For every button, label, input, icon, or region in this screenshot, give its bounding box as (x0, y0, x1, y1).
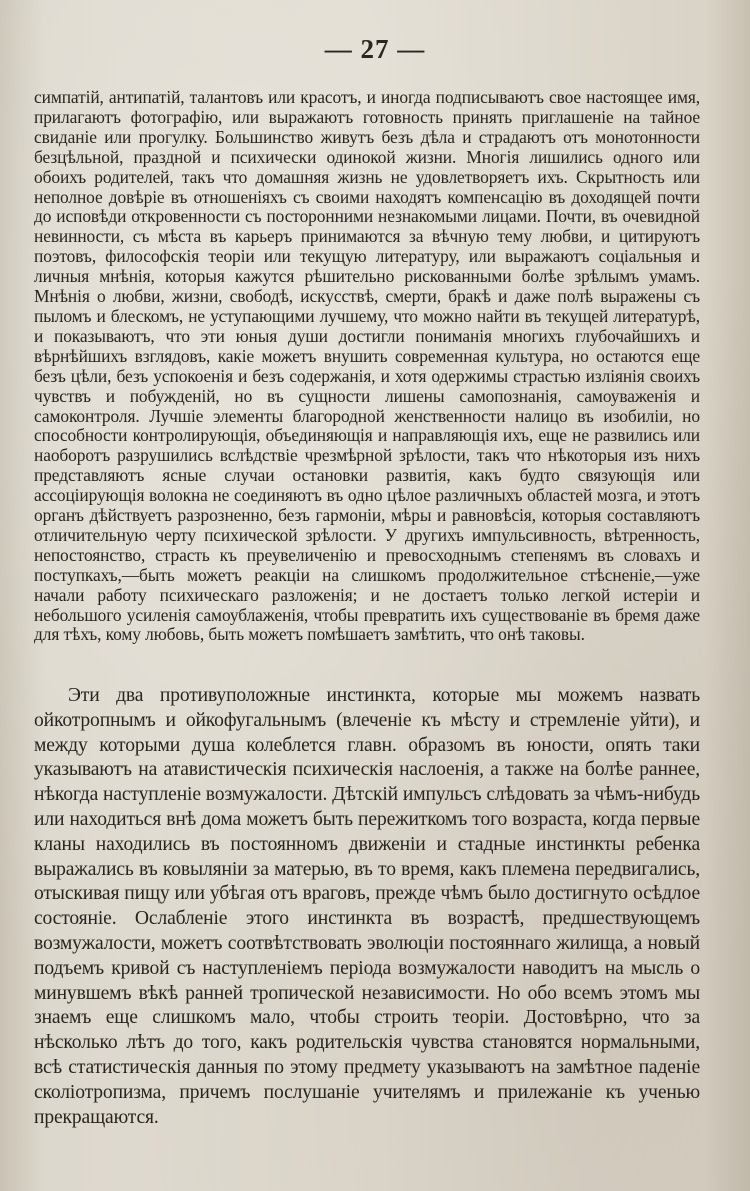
page-number: — 27 — (324, 34, 426, 64)
paragraph-2: Эти два противуположные инстинкта, которые мы можемъ назвать ойкотропнымъ и ойкофугальнымъ (влеченіе къ мѣсту и стремленіе уйти), и между которыми душа колеблется главн. образомъ въ юности, опять таки указываютъ на атавистическія психическія наслоенія, а также на болѣе раннее, нѣкогда наступленіе возмужалости. Дѣтскій импульсъ слѣдовать за чѣмъ-нибудь или находиться внѣ дома можетъ быть пережиткомъ того возраста, когда первые кланы находились въ постоянномъ движеніи и стадные инстинкты ребенка выражались въ ковыляніи за матерью, въ то время, какъ племена передвигались, отыскивая пищу или убѣгая отъ враговъ, прежде чѣмъ было достигнуто осѣдлое состояніе. Ослабленіе этого инстинкта въ возрастѣ, предшествующемъ возмужалости, можетъ соотвѣтствовать эволюціи постояннаго жилища, а новый подъемъ кривой съ наступленіемъ періода возмужалости наводитъ на мысль о минувшемъ вѣкѣ ранней тропической независимости. Но обо всемъ этомъ мы знаемъ еще слишкомъ мало, чтобы строить теоріи. Достовѣрно, что за нѣсколько лѣтъ до того, какъ родительскія чувства становятся нормальными, всѣ статистическія данныя по этому предмету указываютъ на замѣтное паденіе сколіотропизма, причемъ послушаніе учителямъ и прилежаніе къ ученью прекращаются. (34, 685, 700, 1128)
paragraph-1: симпатій, антипатій, талантовъ или красотъ, и иногда подписываютъ свое настоящее имя, прилагаютъ фотографію, или выражаютъ готовность принять приглашеніе на тайное свиданіе или прогулку. Большинство живутъ безъ дѣла и страдаютъ отъ монотонности безцѣльной, праздной и психически одинокой жизни. Многія лишились одного или обоихъ родителей, такъ что домашняя жизнь не удовлетворяетъ ихъ. Скрытность или неполное довѣріе въ отношеніяхъ съ своими находятъ компенсацію въ доходящей почти до исповѣди откровенности съ посторонними незнакомыми лицами. Почти, въ очевидной невинности, съ мѣста въ карьеръ принимаются за вѣчную тему любви, и цитируютъ поэтовъ, философскія теоріи или текущую литературу, или выражаютъ соціальныя и личныя мнѣнія, которыя кажутся рѣшительно рискованными болѣе зрѣлымъ умамъ. Мнѣнія о любви, жизни, свободѣ, искусствѣ, смерти, бракѣ и даже полѣ выражены съ пыломъ и блескомъ, не уступающими лучшему, что можно найти въ текущей литературѣ, и показываютъ, что эти юныя души достигли пониманія многихъ глубочайшихъ и вѣрнѣйшихъ взглядовъ, какіе можетъ внушить современная культура, но остаются еще безъ цѣли, безъ успокоенія и безъ содержанія, и хотя одержимы страстью изліянія своихъ чувствъ и побужденій, но въ сущности лишены самопознанія, самоуваженія и самоконтроля. Лучшіе элементы благородной женственности налицо въ изобиліи, но способности контролирующія, объединяющія и направляющія ихъ, еще не развились или наоборотъ разрушились вслѣдствіе чрезмѣрной зрѣлости, такъ что нѣкоторыя изъ нихъ представляютъ ясные случаи остановки развитія, какъ будто связующія или ассоціирующія волокна не соединяютъ въ одно цѣлое различныхъ областей мозга, и этотъ органъ дѣйствуетъ разрозненно, безъ гармоніи, мѣры и равновѣсія, которыя составляютъ отличительную черту психической зрѣлости. У другихъ импульсивность, вѣтренность, непостоянство, страсть къ преувеличенію и превосходнымъ степенямъ въ словахъ и поступкахъ,—быть можетъ реакціи на слишкомъ продолжительное стѣсненіе,—уже начали работу психическаго разложенія; и не достаетъ только легкой истеріи и небольшого усиленія самоублаженія, чтобы превратить ихъ существованіе въ бремя даже для тѣхъ, кому любовь, быть можетъ помѣшаетъ замѣтить, что онѣ таковы. (34, 87, 700, 645)
